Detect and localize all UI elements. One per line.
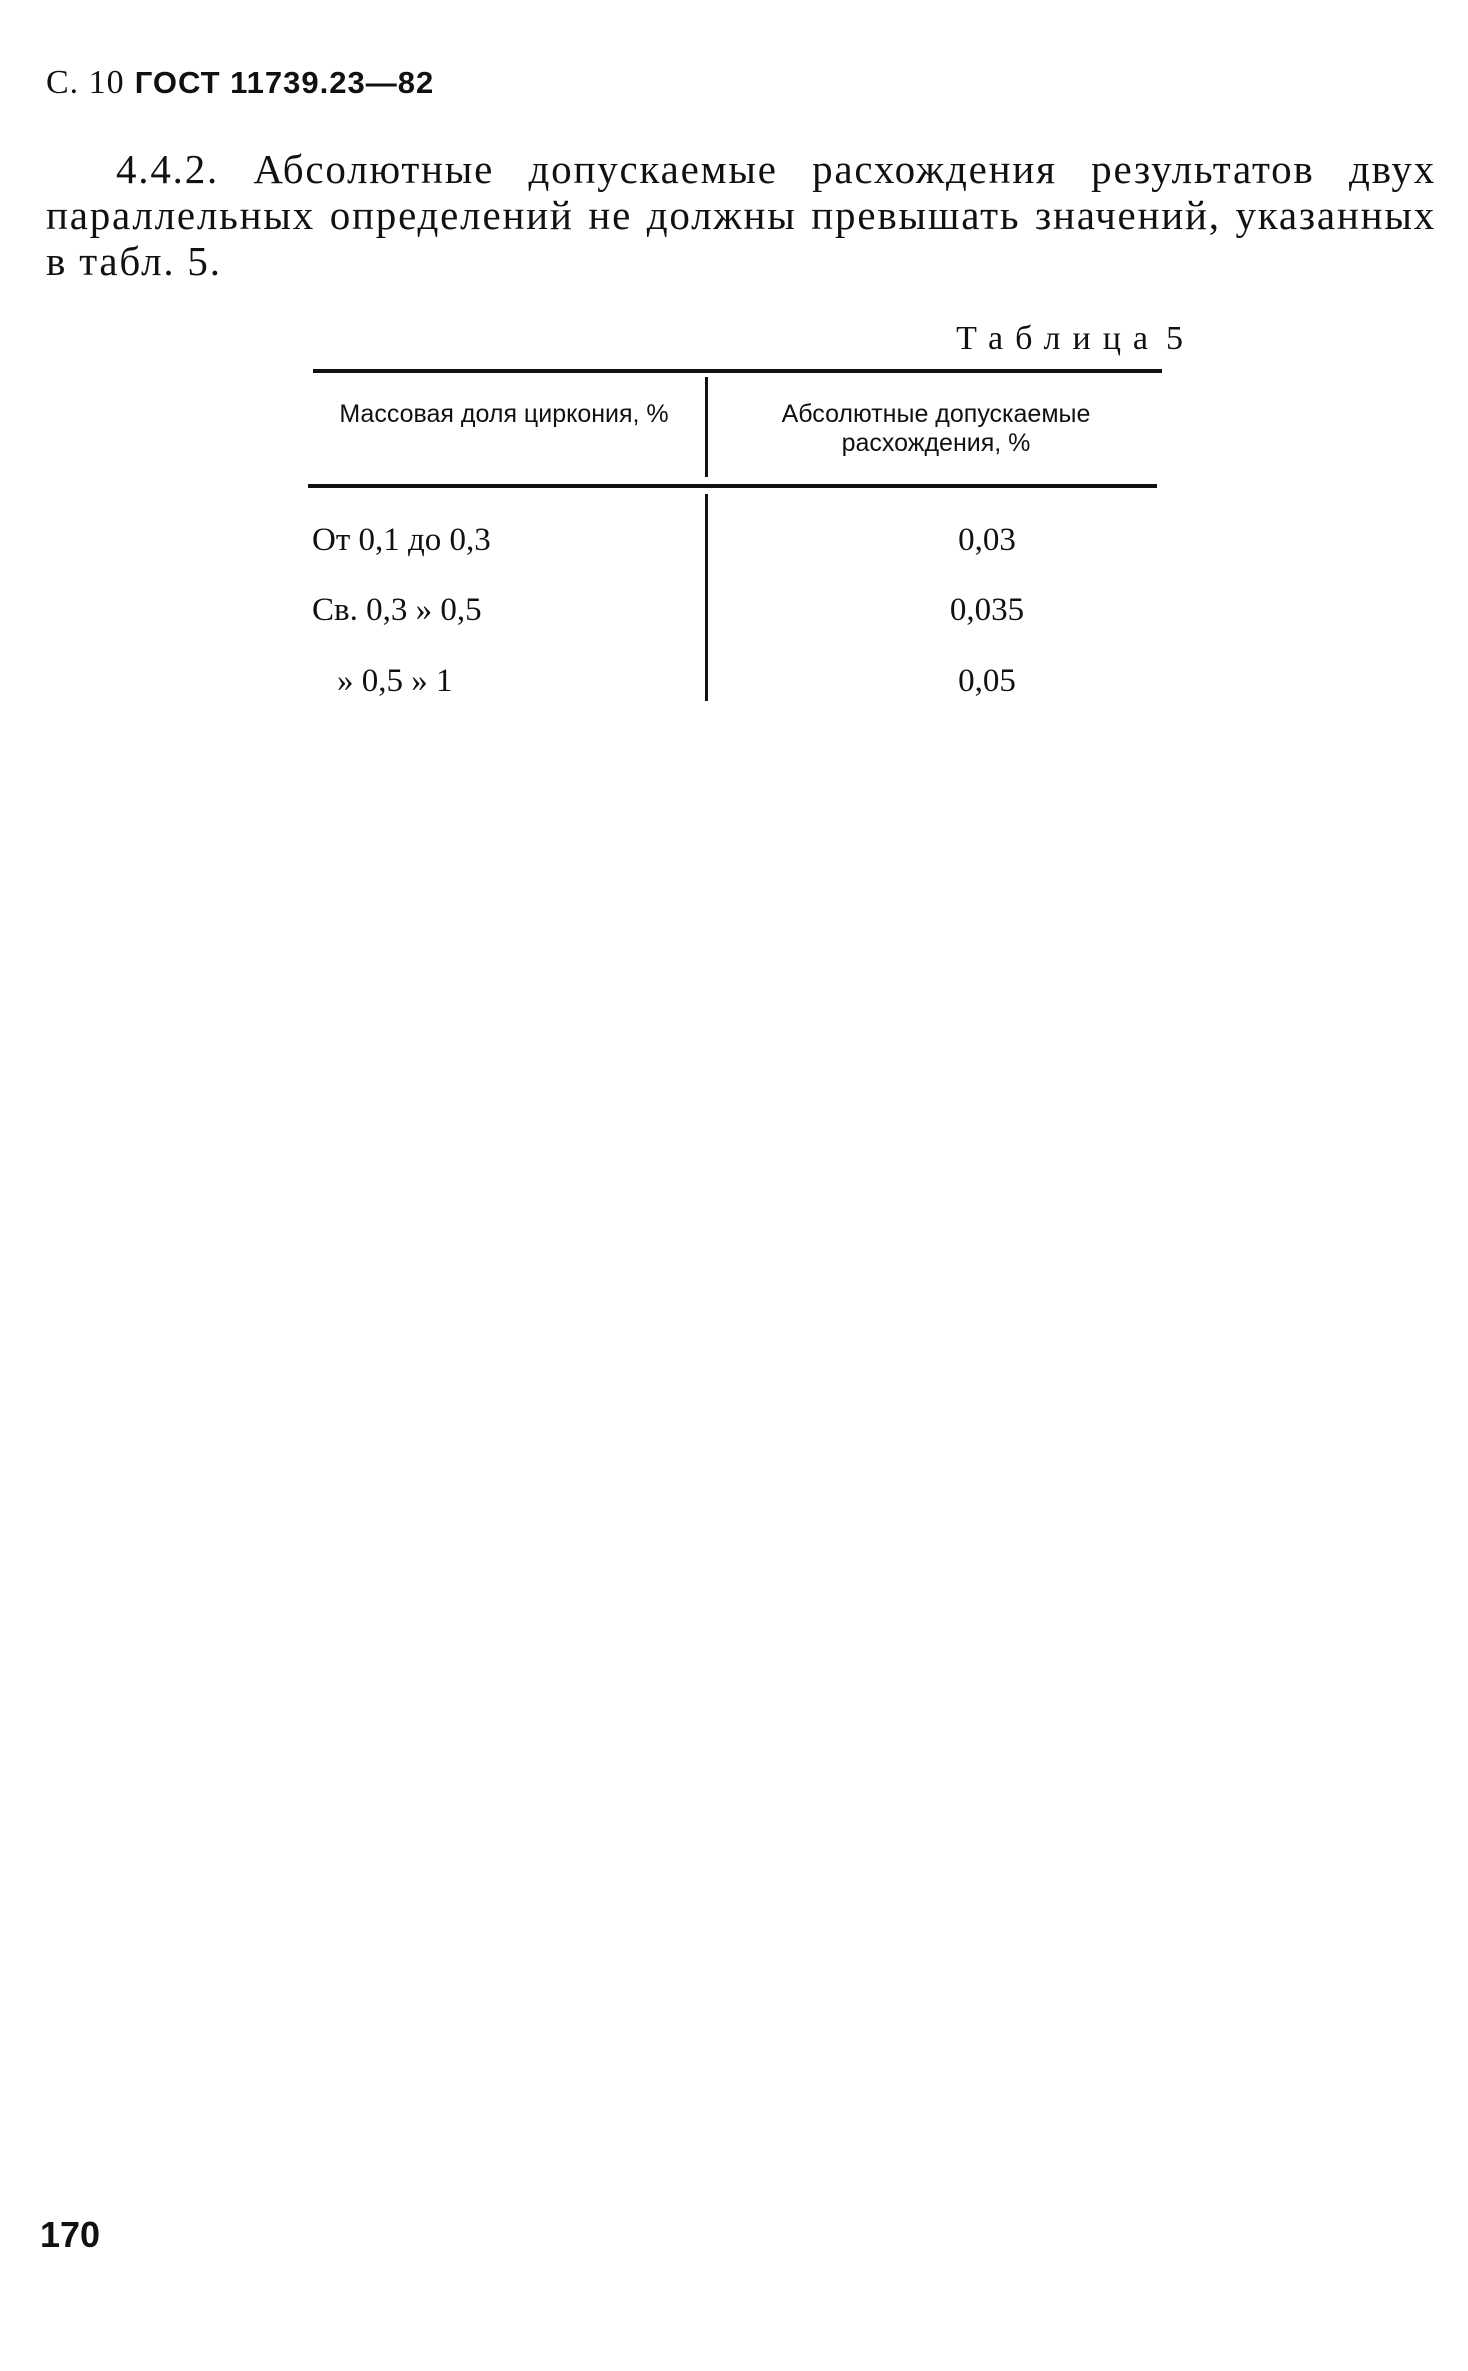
table-top-rule [313, 369, 1162, 373]
clause-4-4-2: 4.4.2. Абсолютные допускаемые расхождения результатов двух параллельных определений не должны превышать значений, указанных в табл. 5. [46, 146, 1436, 284]
table-header-divider [705, 377, 708, 477]
table-body-divider [705, 494, 708, 701]
row-value: 0,035 [949, 592, 1025, 628]
standard-number: ГОСТ 11739.23—82 [134, 65, 435, 100]
row-value: 0,05 [958, 663, 1016, 699]
row-range: От 0,1 до 0,3 [312, 522, 491, 558]
table-caption-number: 5 [1166, 320, 1183, 357]
row-range: » 0,5 » 1 [337, 663, 453, 699]
page-number: 170 [40, 2214, 101, 2255]
row-range: Св. 0,3 » 0,5 [312, 592, 482, 628]
table-header-rule [308, 484, 1157, 488]
table-caption-word: Таблица [956, 320, 1160, 357]
page-label: С. 10 [46, 64, 125, 101]
table-caption [956, 320, 1183, 358]
table-header-discrepancy: Абсолютные допускаемые расхождения, % [781, 400, 1091, 457]
row-value: 0,03 [958, 522, 1016, 558]
page-header [46, 64, 434, 102]
table-header-zirconium: Массовая доля циркония, % [339, 400, 669, 428]
